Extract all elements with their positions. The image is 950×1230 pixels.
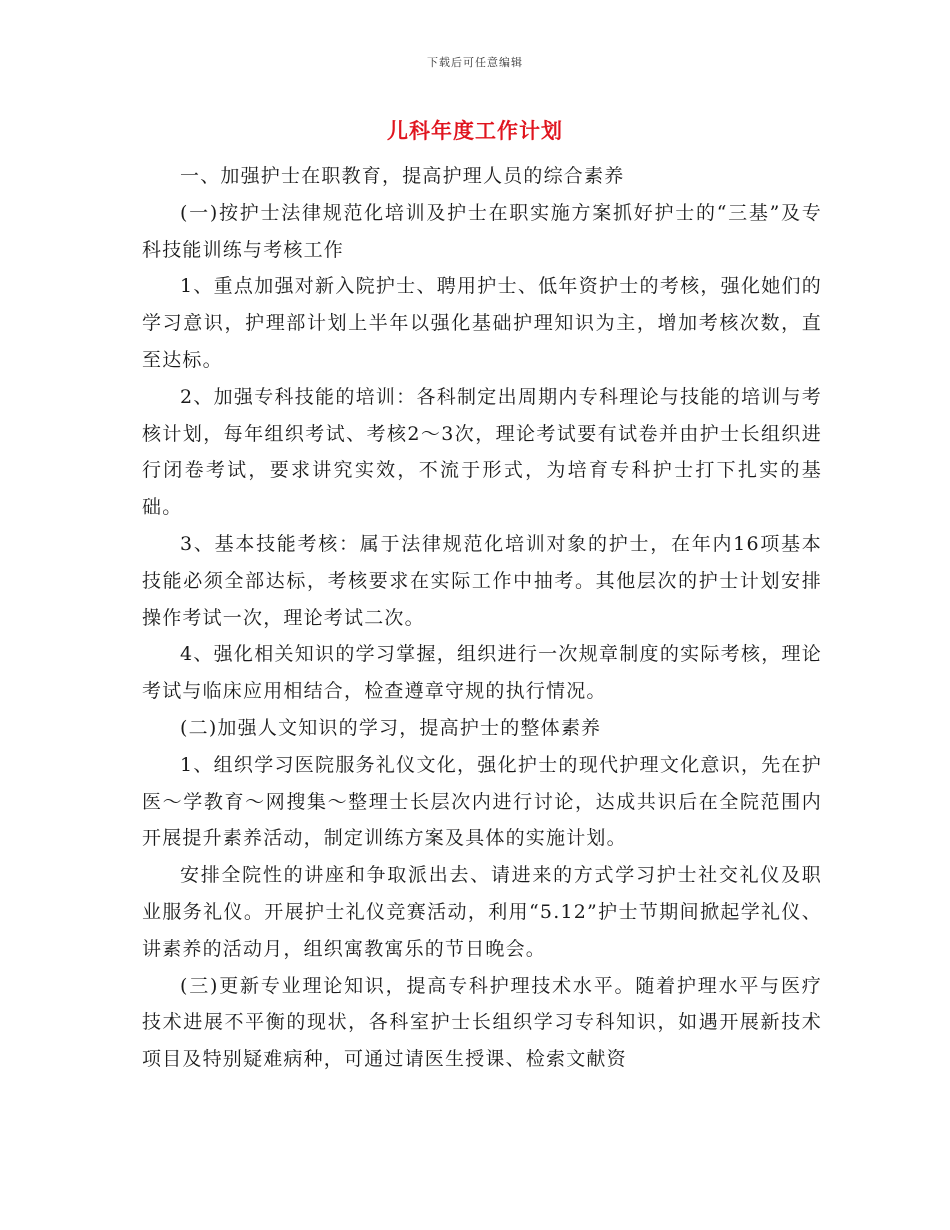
- document-title: 儿科年度工作计划: [387, 118, 563, 143]
- document-body: [142, 158, 822, 1078]
- paragraph-item-6: 安排全院性的讲座和争取派出去、请进来的方式学习护士社交礼仪及职业服务礼仪。开展护士礼仪竞赛活动，利用“5.12”护士节期间掀起学礼仪、讲素养的活动月，组织寓教寓乐的节日晚会。: [142, 864, 822, 960]
- paragraph-section-1-heading: 一、加强护士在职教育，提高护理人员的综合素养: [180, 165, 625, 187]
- paragraph-item-3: 3、基本技能考核：属于法律规范化培训对象的护士，在年内16项基本技能必须全部达标，考核要求在实际工作中抽考。其他层次的护士计划安排操作考试一次，理论考试二次。: [142, 532, 822, 629]
- paragraph-item-1: 1、重点加强对新入院护士、聘用护士、低年资护士的考核，强化她们的学习意识，护理部计划上半年以强化基础护理知识为主，增加考核次数，直至达标。: [142, 275, 822, 371]
- paragraph-item-2: 2、加强专科技能的培训：各科制定出周期内专科理论与技能的培训与考核计划，每年组织考试、考核2～3次，理论考试要有试卷并由护士长组织进行闭卷考试，要求讲究实效，不流于形式，为培育专科护士打下扎实的基础。: [142, 385, 822, 519]
- paragraph-subsection-1-heading: (一)按护士法律规范化培训及护士在职实施方案抓好护士的“三基”及专科技能训练与考核工作: [142, 201, 822, 261]
- paragraph-item-5: 1、组织学习医院服务礼仪文化，强化护士的现代护理文化意识，先在护医～学教育～网搜集～整理士长层次内进行讨论，达成共识后在全院范围内开展提升素养活动，制定训练方案及具体的实施计划。: [142, 753, 822, 850]
- paragraph-subsection-3: (三)更新专业理论知识，提高专科护理技术水平。随着护理水平与医疗技术进展不平衡的现状，各科室护士长组织学习专科知识，如遇开展新技术项目及特别疑难病种，可通过请医生授课、检索文献资: [142, 974, 822, 1071]
- header-note: 下载后可任意编辑: [427, 56, 523, 69]
- paragraph-subsection-2-heading: (二)加强人文知识的学习，提高护士的整体素养: [180, 716, 602, 739]
- paragraph-item-4: 4、强化相关知识的学习掌握，组织进行一次规章制度的实际考核，理论考试与临床应用相结合，检查遵章守规的执行情况。: [142, 643, 822, 703]
